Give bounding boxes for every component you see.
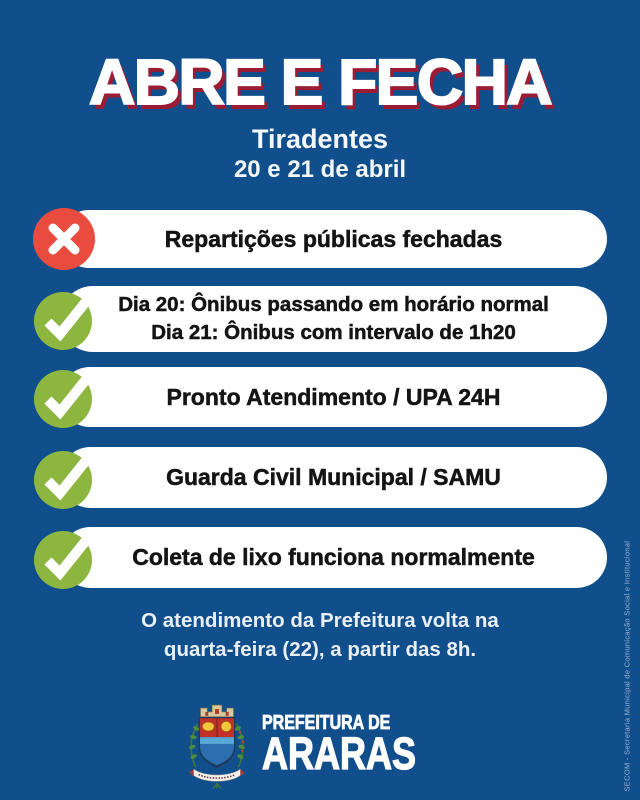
reopening-note-line1: O atendimento da Prefeitura volta na (141, 609, 499, 632)
reopening-note (0, 606, 640, 664)
list-item-closed-public-offices (0, 210, 640, 268)
page-title: ABRE E FECHA (88, 46, 552, 118)
x-icon (33, 208, 95, 270)
org-name-top: PREFEITURA DE (262, 712, 391, 734)
list-item-buses (0, 286, 640, 352)
status-text-line1: Dia 20: Ônibus passando em horário normal (118, 293, 549, 316)
status-text: Repartições públicas fechadas (164, 225, 503, 252)
status-text: Guarda Civil Municipal / SAMU (166, 464, 501, 490)
list-item-garbage-collection (0, 527, 640, 588)
list-item-municipal-guard (0, 447, 640, 508)
status-text-line2: Dia 21: Ônibus com intervalo de 1h20 (151, 321, 516, 344)
status-pill (60, 527, 607, 588)
status-pill (60, 210, 607, 268)
check-icon (33, 288, 95, 350)
city-coat-of-arms (185, 694, 249, 792)
reopening-note-line2: quarta-feira (22), a partir das 8h. (163, 638, 477, 661)
org-wordmark (262, 712, 455, 779)
status-pill (60, 367, 607, 427)
org-name-bottom: ARARAS (262, 728, 417, 779)
status-text: Pronto Atendimento / UPA 24H (166, 383, 501, 410)
status-pill (60, 447, 607, 508)
list-item-emergency-care (0, 367, 640, 427)
status-text: Coleta de lixo funciona normalmente (132, 544, 535, 570)
status-list (0, 210, 640, 588)
status-pill (60, 286, 607, 352)
holiday-name: Tiradentes (251, 124, 389, 154)
footer-logo (0, 694, 640, 792)
check-icon (33, 447, 95, 509)
check-icon (33, 527, 95, 589)
secom-credit-text: SECOM - Secretaria Municipal de Comunicação Social e Institucional (622, 540, 632, 792)
check-icon (33, 366, 95, 428)
holiday-dates: 20 e 21 de abril (233, 156, 407, 183)
